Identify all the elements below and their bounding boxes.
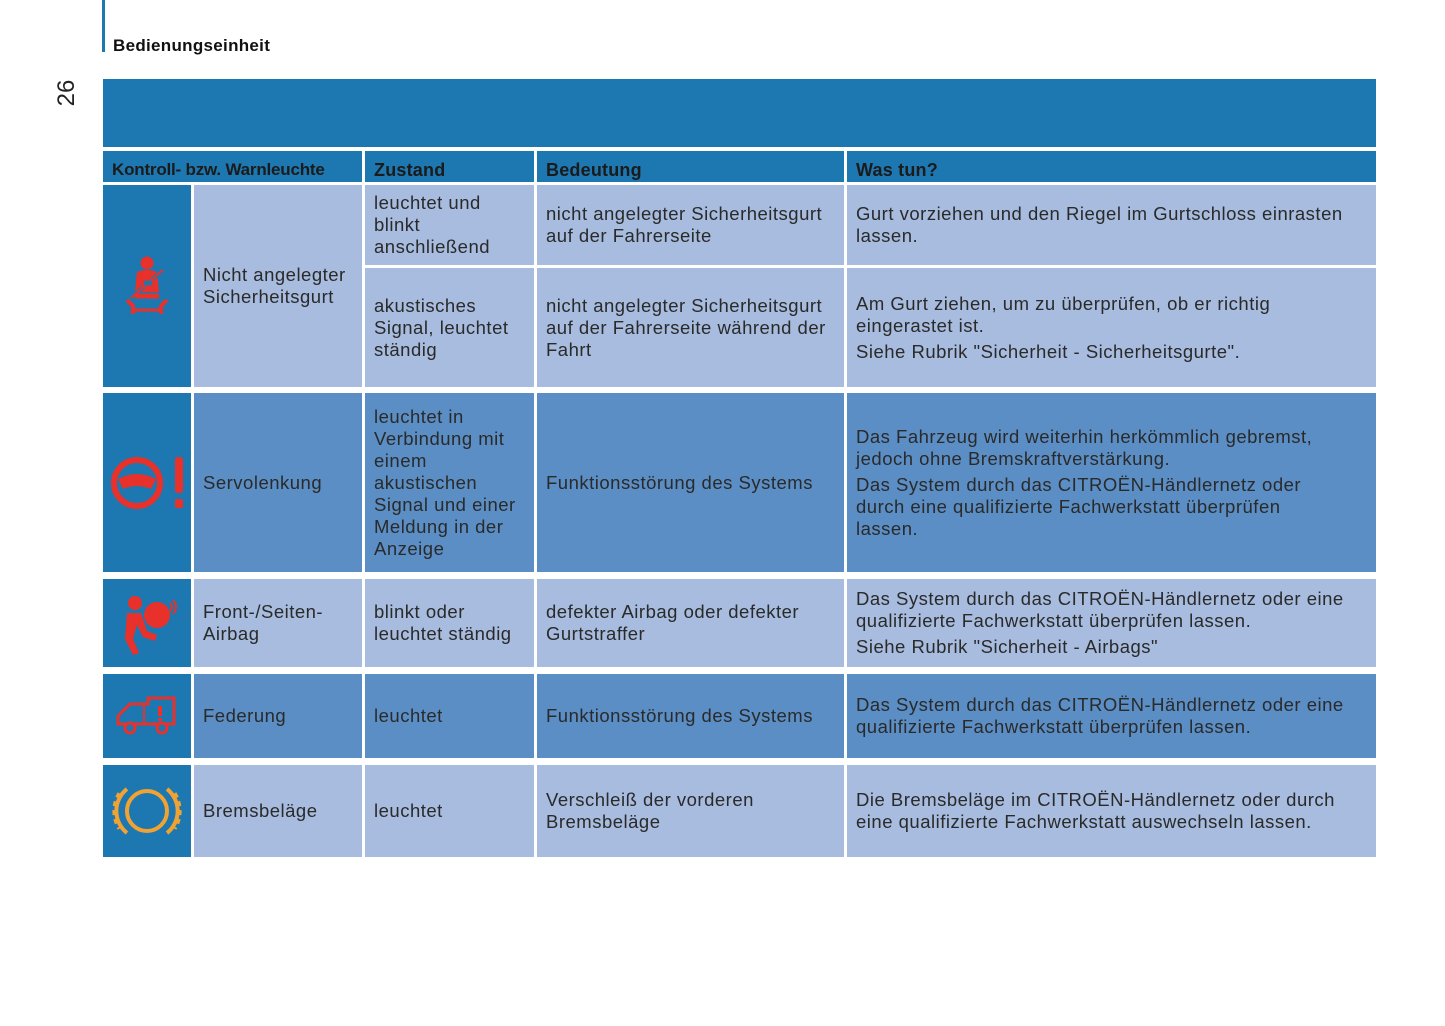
meaning-cell: defekter Airbag oder defekter Gurtstraffer bbox=[537, 579, 844, 667]
seatbelt-warning-icon bbox=[119, 254, 175, 318]
meaning-cell: nicht angelegter Sicherheitsgurt auf der Fahrerseite während der Fahrt bbox=[537, 268, 844, 387]
action-cell: Gurt vorziehen und den Riegel im Gurtschloss einrasten lassen. bbox=[847, 185, 1376, 265]
state-cell: leuchtet bbox=[365, 674, 534, 758]
state-cell: leuchtet bbox=[365, 765, 534, 857]
action-cell: Am Gurt ziehen, um zu überprüfen, ob er richtig eingerastet ist. Siehe Rubrik "Sicherheit - Sicherheitsgurte". bbox=[847, 268, 1376, 387]
action-cell: Das System durch das CITROËN-Händlernetz oder eine qualifizierte Fachwerkstatt überprüfen lassen. Siehe Rubrik "Sicherheit - Airbags" bbox=[847, 579, 1376, 667]
column-header-state: Zustand bbox=[365, 151, 534, 182]
meaning-cell: Verschleiß der vorderen Bremsbeläge bbox=[537, 765, 844, 857]
seatbelt-warning-icon-cell bbox=[103, 185, 191, 387]
table-banner bbox=[103, 79, 1376, 147]
action-cell: Das Fahrzeug wird weiterhin herkömmlich gebremst, jedoch ohne Bremskraftverstärkung. Das System durch das CITROËN-Händlernetz oder durch eine qualifizierte Fachwerkstatt überprüfen lassen. bbox=[847, 393, 1376, 572]
state-cell: blinkt oder leuchtet ständig bbox=[365, 579, 534, 667]
column-header-warning-light: Kontroll- bzw. Warnleuchte bbox=[103, 151, 362, 182]
section-marker-line bbox=[102, 0, 105, 52]
warning-name-airbag: Front-/Seiten-Airbag bbox=[194, 579, 362, 667]
state-cell: akustisches Signal, leuchtet ständig bbox=[365, 268, 534, 387]
state-cell: leuchtet in Verbindung mit einem akustischen Signal und einer Meldung in der Anzeige bbox=[365, 393, 534, 572]
page-number: 26 bbox=[53, 79, 80, 107]
suspension-warning-icon-cell bbox=[103, 674, 191, 758]
action-cell: Die Bremsbeläge im CITROËN-Händlernetz oder durch eine qualifizierte Fachwerkstatt auswechseln lassen. bbox=[847, 765, 1376, 857]
column-header-action: Was tun? bbox=[847, 151, 1376, 182]
action-cell: Das System durch das CITROËN-Händlernetz oder eine qualifizierte Fachwerkstatt überprüfen lassen. bbox=[847, 674, 1376, 758]
warning-name-brake-pads: Bremsbeläge bbox=[194, 765, 362, 857]
brake-pad-wear-icon-cell bbox=[103, 765, 191, 857]
warning-name-seatbelt: Nicht angelegter Sicherheitsgurt bbox=[194, 185, 362, 387]
meaning-cell: nicht angelegter Sicherheitsgurt auf der Fahrerseite bbox=[537, 185, 844, 265]
column-header-meaning: Bedeutung bbox=[537, 151, 844, 182]
meaning-cell: Funktionsstörung des Systems bbox=[537, 674, 844, 758]
power-steering-warning-icon bbox=[107, 451, 187, 515]
brake-pad-wear-icon bbox=[111, 781, 183, 841]
warning-name-suspension: Federung bbox=[194, 674, 362, 758]
suspension-warning-icon bbox=[114, 694, 180, 738]
airbag-warning-icon-cell bbox=[103, 579, 191, 667]
section-title: Bedienungseinheit bbox=[113, 36, 271, 55]
warning-name-power-steering: Servolenkung bbox=[194, 393, 362, 572]
state-cell: leuchtet und blinkt anschließend bbox=[365, 185, 534, 265]
power-steering-warning-icon-cell bbox=[103, 393, 191, 572]
airbag-warning-icon bbox=[117, 591, 177, 655]
meaning-cell: Funktionsstörung des Systems bbox=[537, 393, 844, 572]
